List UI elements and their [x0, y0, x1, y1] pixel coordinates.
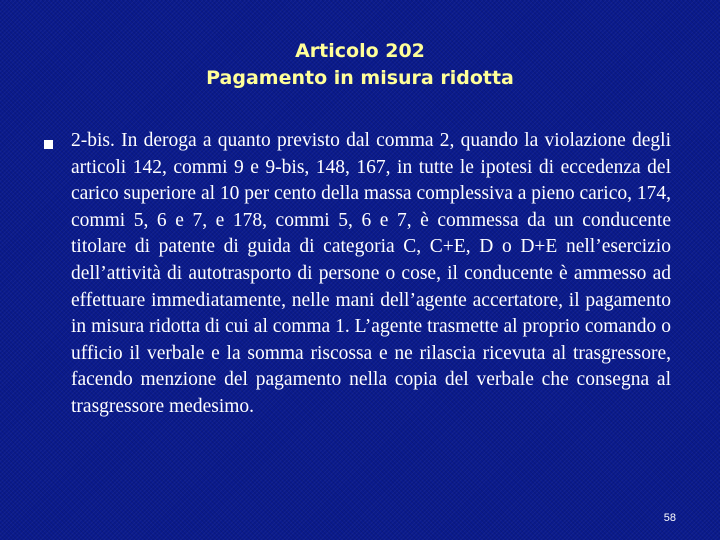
title-line-2: Pagamento in misura ridotta: [206, 67, 514, 89]
page-number: 58: [663, 512, 676, 524]
slide-title: [0, 38, 720, 92]
body-paragraph: 2-bis. In deroga a quanto previsto dal comma 2, quando la violazione degli articoli 142, commi 9 e 9-bis, 148, 167, in tutte le ipotesi di eccedenza del carico superiore al 10 per cento della massa complessiva a pieno carico, 174, commi 5, 6 e 7, e 178, commi 5, 6 e 7, è commessa da un conducente titolare di patente di guida di categoria C, C+E, D o D+E nell’esercizio dell’attività di autotrasporto di persone o cose, il conducente è ammesso ad effettuare immediatamente, nelle mani dell’agente accertatore, il pagamento in misura ridotta di cui al comma 1. L’agente trasmette al proprio comando o ufficio il verbale e la somma riscossa e ne rilascia ricevuta al trasgressore, facendo menzione del pagamento nella copia del verbale che consegna al trasgressore medesimo.: [71, 130, 671, 417]
square-bullet-icon: [44, 140, 53, 149]
title-line-1: Articolo 202: [295, 40, 425, 62]
